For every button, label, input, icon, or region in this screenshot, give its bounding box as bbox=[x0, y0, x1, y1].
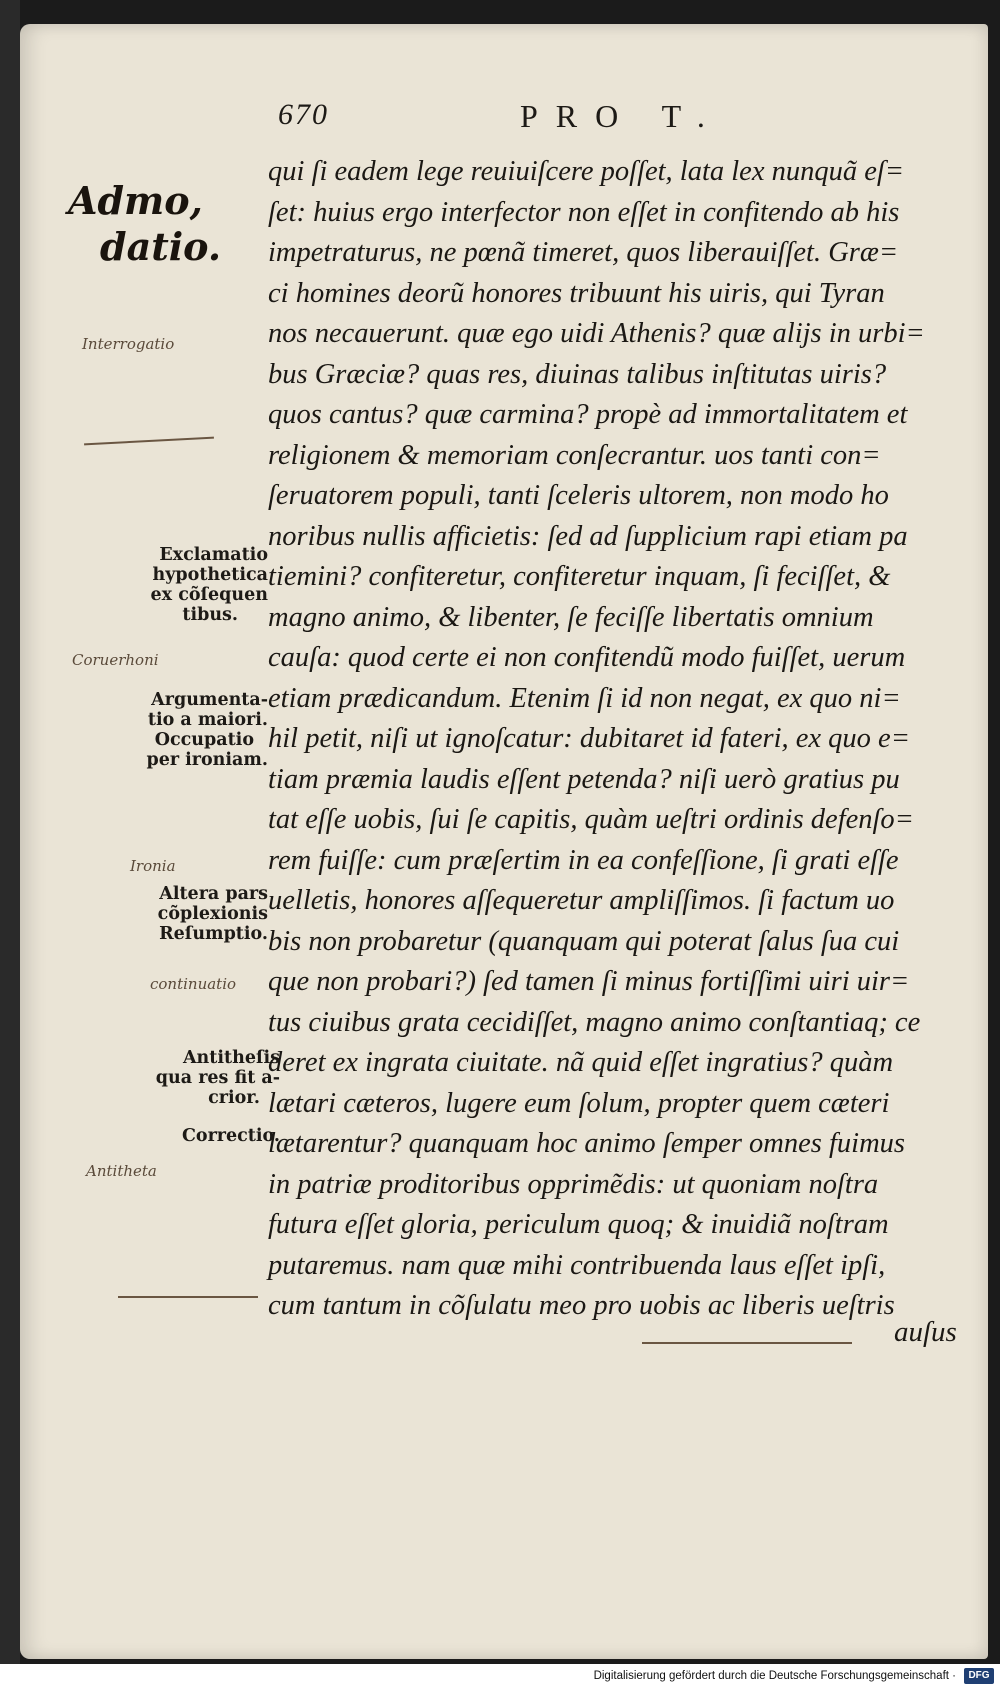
text-line: bis non probaretur (quanquam qui poterat ſalus ſua cui bbox=[268, 925, 900, 957]
text-line: cum tantum in cõſulatu meo pro uobis ac liberis ueſtris bbox=[268, 1290, 895, 1321]
text-line: lætari cæteros, lugere eum ſolum, propter quem cæteri bbox=[268, 1087, 890, 1119]
text-line: impetraturus, ne pœnã timeret, quos liberauiſſet. Græ= bbox=[268, 237, 899, 268]
digitization-credit: Digitalisierung gefördert durch die Deutsche Forschungsgemeinschaft · bbox=[593, 1670, 956, 1682]
text-line: nos necauerunt. quæ ego uidi Athenis? quæ alijs in urbi= bbox=[268, 318, 925, 349]
gloss-line: Reſumptio. bbox=[159, 924, 268, 944]
gloss-line: tio a maiori. bbox=[147, 710, 268, 730]
handwritten-note-admonitio bbox=[68, 178, 221, 270]
text-line: rem fuiſſe: cum præſertim in ea confeſſione, ſi grati eſſe bbox=[268, 844, 899, 876]
printed-marginal-gloss: Correctio. bbox=[181, 1126, 280, 1146]
text-line: que non probari?) ſed tamen ſi minus fortiſſimi uiri uir= bbox=[268, 966, 910, 997]
text-line: qui ſi eadem lege reuiuiſcere poſſet, lata lex nunquã eſ= bbox=[268, 156, 905, 187]
gloss-line: ex cõſequen bbox=[150, 585, 268, 605]
text-line: ſeruatorem populi, tanti ſceleris ultorem, non modo ho bbox=[268, 480, 889, 511]
gloss-line: Exclamatio bbox=[159, 545, 268, 565]
text-line: futura eſſet gloria, periculum quoq; & inuidiã noſtram bbox=[268, 1209, 889, 1240]
page-number: 670 bbox=[278, 98, 329, 131]
handwritten-note: Antitheta bbox=[86, 1162, 157, 1180]
handwritten-note: Interrogatio bbox=[82, 335, 175, 353]
book-binding-edge bbox=[0, 0, 20, 1694]
printed-marginal-gloss bbox=[126, 884, 268, 944]
catchword: auſus bbox=[894, 1316, 957, 1348]
gloss-line: crior. bbox=[208, 1088, 260, 1108]
text-line: quos cantus? quæ carmina? propè ad immortalitatem et bbox=[268, 399, 908, 430]
handwritten-line: Admo, bbox=[68, 178, 203, 223]
text-line: religionem & memoriam conſecrantur. uos tanti con= bbox=[268, 439, 881, 471]
gloss-line: Occupatio bbox=[154, 730, 254, 750]
text-line: tat eſſe uobis, ſui ſe capitis, quàm ueſtri ordinis defenſo= bbox=[268, 804, 914, 835]
text-line: tus ciuibus grata cecidiſſet, magno animo conſtantiaq; ce bbox=[268, 1006, 921, 1038]
handwritten-line: datio. bbox=[100, 224, 222, 269]
text-line: bus Græciæ? quas res, diuinas talibus inſtitutas uiris? bbox=[268, 358, 887, 390]
text-line: ci homines deorũ honores tribuunt his uiris, qui Tyran bbox=[268, 277, 885, 309]
gloss-line: Antitheſis bbox=[182, 1048, 280, 1068]
text-line: uelletis, honores aſſequeretur ampliſſimos. ſi factum uo bbox=[268, 885, 895, 916]
body-text bbox=[268, 152, 968, 1327]
text-line: hil petit, niſi ut ignoſcatur: dubitaret id fateri, ex quo e= bbox=[268, 723, 910, 754]
text-line: noribus nullis afficietis: ſed ad ſupplicium rapi etiam pa bbox=[268, 520, 908, 552]
text-line: cauſa: quod certe ei non confitendũ modo fuiſſet, uerum bbox=[268, 642, 906, 673]
gloss-line: Altera pars bbox=[159, 884, 268, 904]
text-line: lætarentur? quanquam hoc animo ſemper omnes fuimus bbox=[268, 1128, 905, 1159]
handwritten-note: Ironia bbox=[130, 857, 176, 875]
text-line: ſet: huius ergo interfector non eſſet in confitendo ab his bbox=[268, 196, 900, 228]
running-title: PRO T. bbox=[520, 98, 723, 134]
printed-marginal-gloss bbox=[120, 690, 268, 770]
gloss-line: Argumenta‑ bbox=[151, 690, 268, 710]
ink-stroke bbox=[642, 1342, 852, 1344]
text-line: in patriæ proditoribus opprimẽdis: ut quoniam noſtra bbox=[268, 1168, 879, 1200]
gloss-line: tibus. bbox=[182, 605, 238, 625]
text-line: tiemini? confiteretur, confiteretur inquam, ſi feciſſet, & bbox=[268, 561, 891, 592]
printed-marginal-gloss bbox=[130, 1048, 280, 1108]
gloss-line: qua res fit a‑ bbox=[155, 1068, 280, 1088]
handwritten-note: Coruerhoni bbox=[72, 651, 159, 669]
text-line: tiam præmia laudis eſſent petenda? niſi uerò gratius pu bbox=[268, 763, 900, 795]
printed-marginal-gloss bbox=[128, 545, 268, 625]
gloss-line: per ironiam. bbox=[146, 750, 268, 770]
text-line: putaremus. nam quæ mihi contribuenda laus eſſet ipſi, bbox=[268, 1249, 886, 1281]
gloss-line: hypothetica bbox=[152, 565, 268, 585]
text-line: etiam prædicandum. Etenim ſi id non negat, ex quo ni= bbox=[268, 682, 901, 714]
gloss-line: cõplexionis bbox=[157, 904, 268, 924]
ink-stroke bbox=[118, 1296, 258, 1298]
text-line: deret ex ingrata ciuitate. nã quid eſſet ingratius? quàm bbox=[268, 1047, 894, 1078]
dfg-logo: DFG bbox=[964, 1668, 994, 1684]
text-line: magno animo, & libenter, ſe feciſſe libertatis omnium bbox=[268, 601, 874, 633]
handwritten-note: continuatio bbox=[150, 975, 237, 993]
